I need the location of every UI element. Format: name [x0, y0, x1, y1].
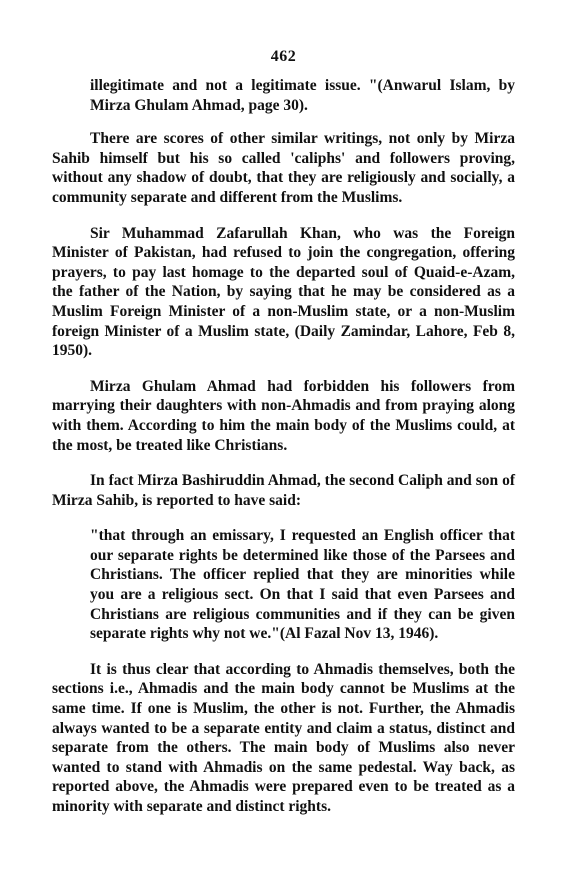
- paragraph-zafarullah-khan: Sir Muhammad Zafarullah Khan, who was the Foreign Minister of Pakistan, had refused to join the congregation, offering prayers, to pay last homage to the departed soul of Quaid-e-Azam, the father of the Nation, by saying that he may be considered as a Muslim Foreign Minister of a non-Muslim state, or a non-Muslim foreign Minister of a Muslim state, (Daily Zamindar, Lahore, Feb 8, 1950).: [52, 224, 515, 360]
- paragraph-forbidden-marriage: Mirza Ghulam Ahmad had forbidden his followers from marrying their daughters with non-Ahmadis and from praying along with them. According to him the main body of the Muslims could, at the most, be treated like Christians.: [52, 377, 515, 454]
- page-number: 462: [270, 48, 297, 65]
- block-quote-emissary: "that through an emissary, I requested an English officer that our separate rights be determined like those of the Parsees and Christians. The officer replied that they are minorities while you are a religious sect. On that I said that even Parsees and Christians are religious communities and if they can be given separate rights why not we."(Al Fazal Nov 13, 1946).: [90, 527, 515, 643]
- paragraph-conclusion: It is thus clear that according to Ahmadis themselves, both the sections i.e., Ahmadis and the main body cannot be Muslims at the same time. If one is Muslim, the other is not. Further, the Ahmadis always wanted to be a separate entity and claim a status, distinct and separate from the others. The main body of Muslims also never wanted to stand with Ahmadis on the same pedestal. Way back, as reported above, the Ahmadis were prepared even to be treated as a minority with separate and distinct rights.: [52, 660, 515, 815]
- paragraph-similar-writings: There are scores of other similar writings, not only by Mirza Sahib himself but his so called 'caliphs' and followers proving, without any shadow of doubt, that they are religiously and socially, a community separate and different from the Muslims.: [52, 130, 515, 206]
- quote-continuation: illegitimate and not a legitimate issue. "(Anwarul Islam, by Mirza Ghulam Ahmad, page 30).: [90, 77, 515, 114]
- paragraph-second-caliph: In fact Mirza Bashiruddin Ahmad, the second Caliph and son of Mirza Sahib, is reported to have said:: [52, 472, 515, 509]
